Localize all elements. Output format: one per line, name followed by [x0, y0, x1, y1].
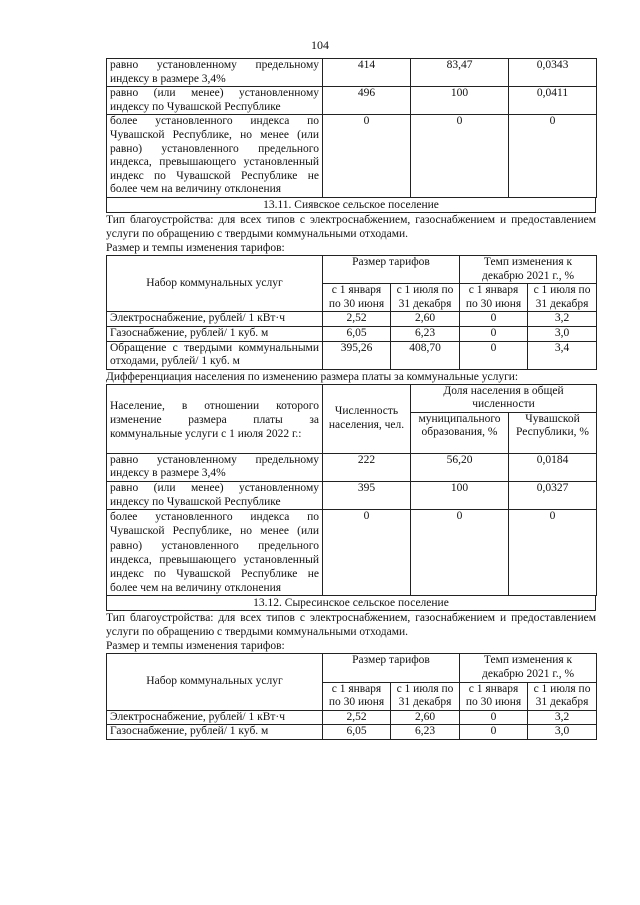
- table-row: [107, 115, 597, 198]
- col-rate-header: Темп изменения к декабрю 2021 г., %: [460, 255, 597, 283]
- table-row: [107, 326, 597, 341]
- service-name: Электроснабжение, рублей/ 1 кВт·ч: [107, 312, 323, 327]
- subheader-period-1: с 1 января по 30 июня: [323, 682, 391, 710]
- table-row: [107, 59, 597, 87]
- col-size-header: Размер тарифов: [323, 255, 460, 283]
- subheader-period-2: с 1 июля по 31 декабря: [391, 284, 460, 312]
- document-body: [106, 58, 596, 740]
- subheader-period-3: с 1 января по 30 июня: [460, 682, 528, 710]
- tariff-table: [106, 653, 597, 740]
- differentiation-caption: Дифференциация населения по изменению размера платы за коммунальные услуги:: [106, 370, 519, 383]
- tariffs-caption: Размер и темпы изменения тарифов:: [106, 640, 285, 653]
- republic-share: 0,0343: [509, 59, 597, 87]
- page-number: 104: [311, 38, 329, 52]
- subheader-municipal: муниципального образования, %: [411, 412, 509, 453]
- municipal-share: 83,47: [411, 59, 509, 87]
- tariff-value: 408,70: [391, 341, 460, 369]
- tariff-value: 6,23: [391, 725, 460, 740]
- service-name: Электроснабжение, рублей/ 1 кВт·ч: [107, 710, 323, 725]
- tariff-value: 395,26: [323, 341, 391, 369]
- subheader-period-3: с 1 января по 30 июня: [460, 284, 528, 312]
- rate-value: 0: [460, 326, 528, 341]
- population-count: 0: [323, 510, 411, 596]
- section-title: 13.11. Сиявское сельское поселение: [106, 198, 596, 213]
- improvement-type-text: Тип благоустройства: для всех типов с электроснабжением, газоснабжением и предоставлением услуги по обращению с твердыми коммунальными отходами.: [106, 213, 596, 240]
- population-count: 222: [323, 453, 411, 481]
- subheader-period-1: с 1 января по 30 июня: [323, 284, 391, 312]
- section-title: 13.12. Сыресинское сельское поселение: [106, 596, 596, 611]
- table-row: [107, 725, 597, 740]
- republic-share: 0,0411: [509, 87, 597, 115]
- col-share-header: Доля населения в общей численности: [411, 384, 597, 412]
- population-count: 395: [323, 482, 411, 510]
- tariff-value: 6,05: [323, 725, 391, 740]
- population-count: 0: [323, 115, 411, 198]
- row-label: равно установленному предельному индексу в размере 3,4%: [107, 453, 323, 481]
- rate-value: 0: [460, 312, 528, 327]
- republic-share: 0: [509, 510, 597, 596]
- rate-value: 3,0: [528, 725, 597, 740]
- rate-value: 3,2: [528, 710, 597, 725]
- tariff-value: 6,05: [323, 326, 391, 341]
- rate-value: 0: [460, 341, 528, 369]
- row-label: более установленного индекса по Чувашской Республике, но менее (или равно) установленного предельного индекса, превышающего установленный индекс по Чувашской Республике не более чем на величину отклонения: [107, 510, 323, 596]
- service-name: Газоснабжение, рублей/ 1 куб. м: [107, 725, 323, 740]
- table-row: [107, 453, 597, 481]
- col-service-header: Набор коммунальных услуг: [107, 654, 323, 710]
- population-count: 414: [323, 59, 411, 87]
- tariffs-caption: Размер и темпы изменения тарифов:: [106, 241, 285, 254]
- table-row: [107, 312, 597, 327]
- table-row: [107, 710, 597, 725]
- col-population-header: Население, в отношении которого изменение размера платы за коммунальные услуги с 1 июля 2022 г.:: [107, 384, 323, 453]
- tariff-value: 2,60: [391, 710, 460, 725]
- col-rate-header: Темп изменения к декабрю 2021 г., %: [460, 654, 597, 682]
- population-count: 496: [323, 87, 411, 115]
- tariff-table: [106, 255, 597, 370]
- population-table-continued: [106, 58, 597, 198]
- row-label: более установленного индекса по Чувашской Республике, но менее (или равно) установленного предельного индекса, превышающего установленный индекс по Чувашской Республике не более чем на величину отклонения: [107, 115, 323, 198]
- service-name: Обращение с твердыми коммунальными отходами, рублей/ 1 куб. м: [107, 341, 323, 369]
- municipal-share: 0: [411, 510, 509, 596]
- subheader-period-4: с 1 июля по 31 декабря: [528, 284, 597, 312]
- row-label: равно (или менее) установленному индексу по Чувашской Республике: [107, 482, 323, 510]
- tariff-value: 6,23: [391, 326, 460, 341]
- tariff-value: 2,52: [323, 312, 391, 327]
- rate-value: 3,0: [528, 326, 597, 341]
- subheader-republic: Чувашской Республики, %: [509, 412, 597, 453]
- row-label: равно установленному предельному индексу в размере 3,4%: [107, 59, 323, 87]
- subheader-period-2: с 1 июля по 31 декабря: [391, 682, 460, 710]
- municipal-share: 100: [411, 482, 509, 510]
- municipal-share: 100: [411, 87, 509, 115]
- row-label: равно (или менее) установленному индексу по Чувашской Республике: [107, 87, 323, 115]
- col-size-header: Размер тарифов: [323, 654, 460, 682]
- rate-value: 3,2: [528, 312, 597, 327]
- tariff-value: 2,60: [391, 312, 460, 327]
- rate-value: 0: [460, 725, 528, 740]
- republic-share: 0: [509, 115, 597, 198]
- municipal-share: 56,20: [411, 453, 509, 481]
- tariff-value: 2,52: [323, 710, 391, 725]
- table-row: [107, 510, 597, 596]
- table-row: [107, 341, 597, 369]
- municipal-share: 0: [411, 115, 509, 198]
- republic-share: 0,0327: [509, 482, 597, 510]
- rate-value: 0: [460, 710, 528, 725]
- table-row: [107, 87, 597, 115]
- col-service-header: Набор коммунальных услуг: [107, 255, 323, 311]
- improvement-type-text: Тип благоустройства: для всех типов с электроснабжением, газоснабжением и предоставлением услуги по обращению с твердыми коммунальными отходами.: [106, 612, 596, 639]
- population-table: [106, 384, 597, 597]
- republic-share: 0,0184: [509, 453, 597, 481]
- rate-value: 3,4: [528, 341, 597, 369]
- subheader-period-4: с 1 июля по 31 декабря: [528, 682, 597, 710]
- col-count-header: Численность населения, чел.: [323, 384, 411, 453]
- table-row: [107, 482, 597, 510]
- service-name: Газоснабжение, рублей/ 1 куб. м: [107, 326, 323, 341]
